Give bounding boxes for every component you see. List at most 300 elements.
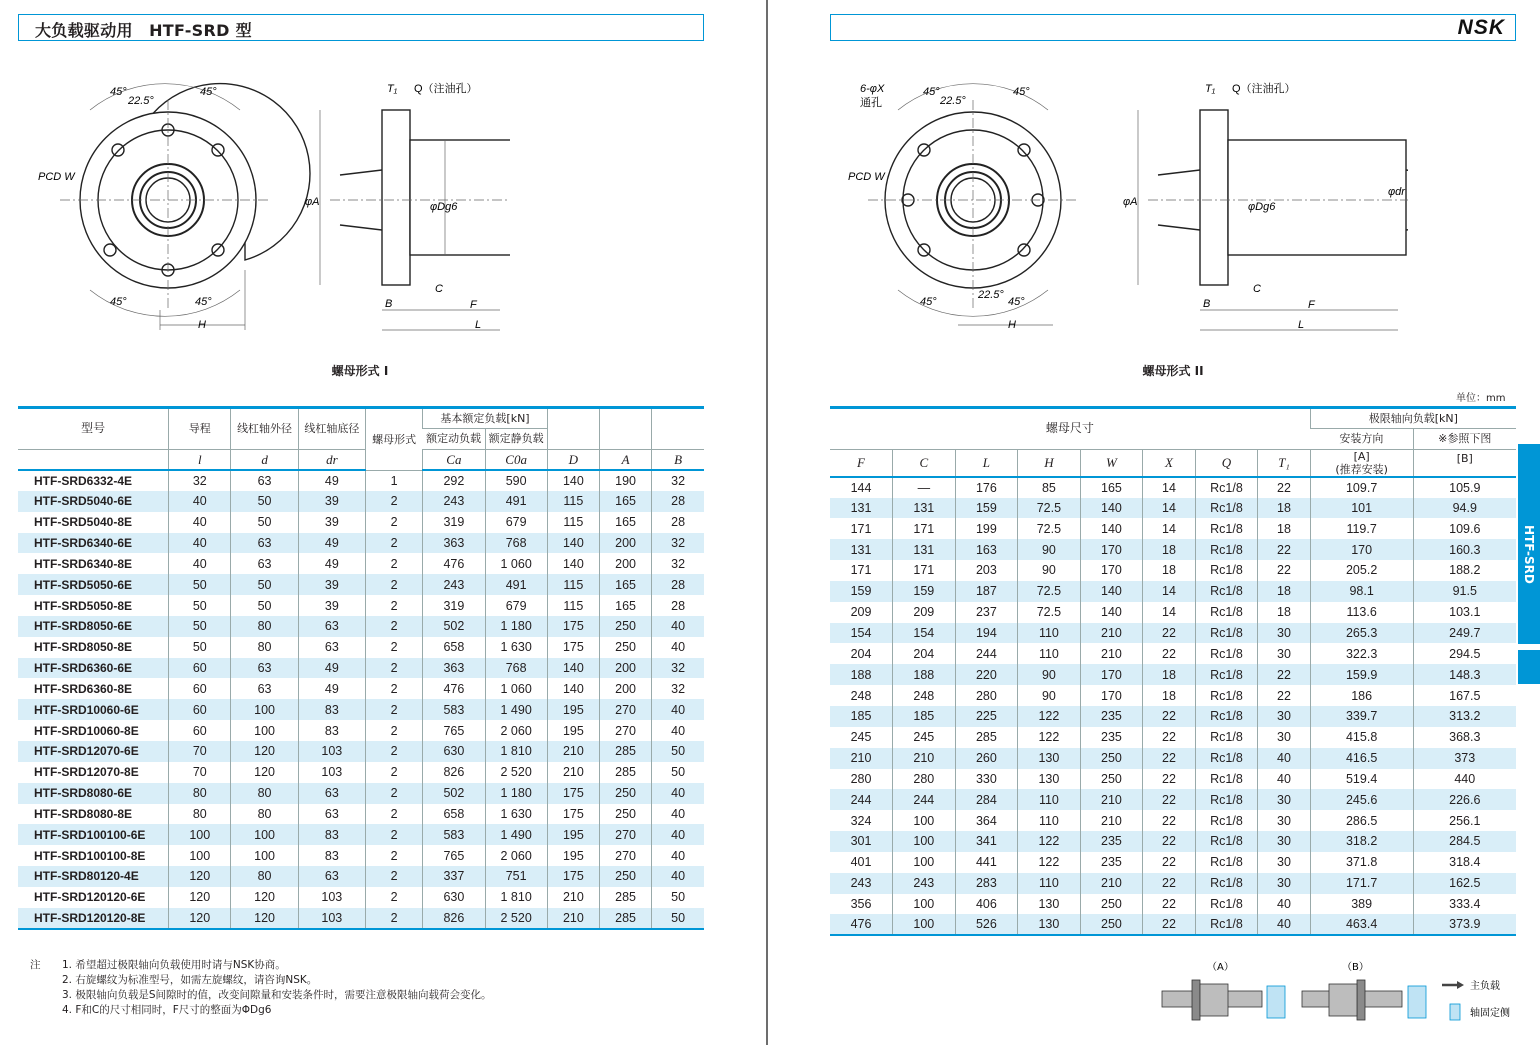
table-cell: 63 (231, 678, 298, 699)
table-cell: 265.3 (1310, 623, 1413, 644)
table-row (830, 560, 1516, 581)
table-cell: 50 (652, 887, 704, 908)
table-cell: 280 (850, 771, 872, 786)
table-cell: 175 (547, 637, 599, 658)
table-row (830, 852, 1516, 873)
table-cell: 110 (1018, 810, 1081, 831)
table-cell: 103 (298, 908, 365, 929)
table-cell: 280 (955, 685, 1018, 706)
table-cell: 243 (830, 873, 893, 894)
table-cell: 140 (1080, 518, 1143, 539)
table-cell: 80 (169, 804, 231, 825)
unit-label: 单位：mm (1456, 393, 1506, 404)
table-cell: 195 (547, 845, 599, 866)
table-cell: 826 (423, 908, 485, 929)
svg-text:轴固定侧: 轴固定侧 (1470, 1008, 1510, 1019)
table-cell: 285 (599, 762, 651, 783)
table-cell: 50 (231, 512, 298, 533)
table-cell: 63 (298, 804, 365, 825)
table-cell: 203 (955, 560, 1018, 581)
table-cell: 30 (1258, 623, 1310, 644)
table-row (18, 553, 704, 574)
table-cell: 2 060 (485, 720, 547, 741)
table-row (18, 804, 704, 825)
table-cell: 154 (893, 623, 956, 644)
mounting-direction-legend (1152, 958, 1524, 1038)
table-cell: 103.1 (1413, 602, 1516, 623)
table-cell: 109.6 (1413, 518, 1516, 539)
model-cell: HTF-SRD120120-8E (18, 908, 169, 929)
nsk-logo: NSK (1457, 16, 1505, 39)
table-cell: 415.8 (1310, 727, 1413, 748)
table-cell: 679 (485, 595, 547, 616)
table-cell: 50 (169, 616, 231, 637)
svg-text:45°: 45° (195, 296, 212, 308)
spec-table-left: 型号 导程 线杠轴外径 线杠轴底径 螺母形式 基本额定负载[kN] 额定动负载 额定静负载 l d dr Ca C0a D A B HTF-SRD6332-4E 32 63 49 1 292 590 140 190 32 HTF-SRD5040-6E 40 50 39 2 243 491 115 165 28 HTF-SRD5040-8E 40 50 39 2 319 679 115 165 28 HTF-SRD6340-6E 40 63 49 2 363 768 140 200 32 HTF-SRD6340-8E 40 63 49 2 476 1 060 140 200 32 HTF-SRD5050-6E 50 50 39 2 243 491 115 165 28 HTF-SRD5050-8E 50 50 39 2 319 679 115 165 28 HTF-SRD8050-6E 50 80 63 2 502 1 180 175 250 40 HTF-SRD8050-8E 50 80 63 2 658 1 630 175 250 40 HTF-SRD6360-6E 60 63 49 2 363 768 140 200 32 HTF-SRD6360-8E 60 63 49 2 476 1 060 140 200 32 HTF-SRD10060-6E 60 100 83 2 583 1 490 195 270 40 HTF-SRD10060-8E 60 100 83 2 765 2 060 195 270 40 HTF-SRD12070-6E 70 120 103 2 630 1 810 210 285 50 HTF-SRD12070-8E 70 120 103 2 826 2 520 210 285 50 HTF-SRD8080-6E 80 80 63 2 502 1 180 175 250 40 HTF-SRD8080-8E 80 80 63 2 658 1 630 175 250 40 HTF-SRD100100-6E 100 100 83 2 583 1 490 195 270 40 HTF-SRD100100-8E 100 100 83 2 765 2 060 195 270 40 HTF-SRD80120-4E 120 80 63 2 337 751 175 250 40 HTF-SRD120120-6E 120 120 103 2 630 1 810 210 285 50 HTF-SRD120120-8E 120 120 103 2 826 2 520 210 285 50 (18, 406, 704, 930)
table-cell: 32 (652, 553, 704, 574)
table-cell: 1 060 (485, 553, 547, 574)
table-cell: 100 (169, 845, 231, 866)
table-cell: 243 (423, 574, 485, 595)
table-cell: 90 (1018, 685, 1081, 706)
table-cell: 120 (169, 908, 231, 929)
table-cell: 18 (1258, 581, 1310, 602)
table-cell: 30 (1258, 706, 1310, 727)
svg-text:PCD W: PCD W (848, 171, 885, 183)
table-cell: 22 (1143, 914, 1195, 935)
table-cell: 416.5 (1310, 748, 1413, 769)
table-cell: 250 (599, 616, 651, 637)
table-cell: 1 630 (485, 637, 547, 658)
table-cell: 170 (1310, 539, 1413, 560)
model-cell: HTF-SRD6340-8E (34, 556, 133, 571)
table-cell: Rc1/8 (1195, 873, 1258, 894)
table-cell: 80 (231, 866, 298, 887)
model-cell: HTF-SRD6360-6E (18, 658, 169, 679)
table-cell: 292 (423, 470, 485, 491)
table-cell: 103 (298, 887, 365, 908)
table-cell: 22 (1258, 685, 1310, 706)
table-cell: Rc1/8 (1195, 518, 1258, 539)
table-cell: 80 (231, 637, 298, 658)
col-dyn: 额定动负载 (423, 428, 485, 449)
table-cell: 237 (955, 602, 1018, 623)
table-cell: 318.4 (1413, 852, 1516, 873)
table-cell: 18 (1143, 560, 1195, 581)
table-cell: 190 (599, 470, 651, 491)
table-cell: 120 (231, 762, 298, 783)
table-cell: Rc1/8 (1195, 664, 1258, 685)
table-cell: 2 (365, 658, 422, 679)
table-row (18, 533, 704, 554)
table-cell: 22 (1143, 623, 1195, 644)
drawing-caption-left: 螺母形式 I (331, 364, 389, 378)
table-cell: Rc1/8 (1195, 748, 1258, 769)
table-cell: 2 (365, 887, 422, 908)
svg-text:6-φX: 6-φX (860, 83, 885, 95)
table-cell: 2 (365, 804, 422, 825)
table-cell: 39 (298, 491, 365, 512)
model-cell: HTF-SRD5050-8E (34, 598, 133, 613)
table-cell: 22 (1258, 664, 1310, 685)
table-cell: 185 (830, 706, 893, 727)
table-cell: 284 (955, 789, 1018, 810)
table-cell: 40 (1258, 894, 1310, 915)
table-cell: 50 (652, 741, 704, 762)
table-cell: 280 (893, 769, 956, 790)
table-cell: — (893, 477, 956, 498)
table-cell: 50 (231, 574, 298, 595)
table-cell: 248 (893, 685, 956, 706)
table-cell: 356 (850, 896, 872, 911)
table-cell: 210 (1080, 810, 1143, 831)
table-cell: 103 (298, 762, 365, 783)
col-see-fig: ※参照下图 (1413, 428, 1516, 449)
table-cell: 105.9 (1413, 477, 1516, 498)
table-cell: 476 (830, 914, 893, 935)
table-cell: 333.4 (1413, 894, 1516, 915)
table-cell: 210 (893, 748, 956, 769)
table-cell: 94.9 (1413, 498, 1516, 519)
table-cell: 120 (231, 741, 298, 762)
table-cell: 491 (485, 574, 547, 595)
table-cell: 22 (1143, 831, 1195, 852)
table-row (830, 518, 1516, 539)
table-row (830, 623, 1516, 644)
table-cell: 140 (547, 678, 599, 699)
table-cell: 225 (955, 706, 1018, 727)
svg-text:45°: 45° (200, 86, 217, 98)
table-cell: 187 (955, 581, 1018, 602)
model-cell: HTF-SRD12070-6E (18, 741, 169, 762)
table-cell: Rc1/8 (1195, 602, 1258, 623)
table-cell: 170 (1080, 560, 1143, 581)
table-cell: 250 (1080, 769, 1143, 790)
table-cell: 14 (1143, 581, 1195, 602)
table-cell: 18 (1258, 602, 1310, 623)
table-cell: 70 (169, 741, 231, 762)
table-cell: 590 (485, 470, 547, 491)
table-cell: 90 (1018, 539, 1081, 560)
table-cell: Rc1/8 (1195, 498, 1258, 519)
table-cell: 140 (547, 553, 599, 574)
table-cell: 339.7 (1310, 706, 1413, 727)
table-cell: 2 (365, 720, 422, 741)
table-cell: 83 (298, 699, 365, 720)
table-row (18, 637, 704, 658)
table-cell: 389 (1310, 894, 1413, 915)
table-cell: 243 (893, 873, 956, 894)
model-cell: HTF-SRD100100-6E (18, 824, 169, 845)
table-cell: 658 (423, 637, 485, 658)
table-cell: 22 (1143, 852, 1195, 873)
table-row (830, 894, 1516, 915)
table-cell: 765 (423, 720, 485, 741)
table-cell: Rc1/8 (1195, 769, 1258, 790)
table-cell: 194 (955, 623, 1018, 644)
table-cell: 210 (1080, 873, 1143, 894)
table-cell: Rc1/8 (1195, 727, 1258, 748)
svg-text:Q（注油孔）: Q（注油孔） (1232, 83, 1296, 95)
table-cell: 765 (423, 845, 485, 866)
table-cell: 63 (231, 470, 298, 491)
table-row (18, 866, 704, 887)
table-cell: 122 (1018, 727, 1081, 748)
table-cell: 171.7 (1310, 873, 1413, 894)
table-cell: 2 (365, 595, 422, 616)
table-cell: 49 (298, 533, 365, 554)
table-cell: 100 (893, 914, 956, 935)
table-cell: 40 (652, 720, 704, 741)
table-cell: 110 (1018, 789, 1081, 810)
table-cell: 63 (231, 533, 298, 554)
table-cell: 100 (893, 894, 956, 915)
table-cell: 235 (1080, 831, 1143, 852)
table-cell: 40 (1258, 748, 1310, 769)
table-cell: 1 490 (485, 699, 547, 720)
table-cell: 22 (1143, 748, 1195, 769)
table-cell: 120 (169, 887, 231, 908)
model-cell: HTF-SRD8080-8E (34, 806, 133, 821)
table-cell: 30 (1258, 643, 1310, 664)
table-cell: 40 (169, 533, 231, 554)
table-cell: 28 (652, 574, 704, 595)
table-cell: 140 (1080, 581, 1143, 602)
table-cell: 175 (547, 783, 599, 804)
svg-text:45°: 45° (920, 296, 937, 308)
table-cell: 248 (850, 688, 872, 703)
table-cell: 826 (423, 762, 485, 783)
table-cell: 1 (365, 470, 422, 491)
table-cell: 401 (850, 855, 872, 870)
table-cell: 322.3 (1310, 643, 1413, 664)
spec-table-right: 螺母尺寸 极限轴向负载[kN] 安装方向 ※参照下图 F C L H W X Q T₁ [A] (推荐安装) [B] 144 — 176 85 165 14 Rc1/8 22 109.7 105.9 131 131 159 72.5 140 14 Rc1/8 18 101 94.9 171 171 199 72.5 140 14 Rc1/8 18 119.7 109.6 131 131 163 90 170 18 Rc1/8 22 170 160.3 171 171 203 90 170 18 Rc1/8 22 205.2 188.2 159 159 187 72.5 140 14 Rc1/8 18 98.1 91.5 209 209 237 72.5 140 14 Rc1/8 18 113.6 103.1 154 154 194 110 210 22 Rc1/8 30 265.3 249.7 204 204 244 110 210 22 Rc1/8 30 322.3 294.5 188 188 220 90 170 18 Rc1/8 22 159.9 148.3 248 248 280 90 170 18 Rc1/8 22 186 167.5 185 185 225 122 235 22 Rc1/8 30 339.7 313.2 245 245 285 122 235 22 Rc1/8 30 415.8 368.3 210 210 260 130 250 22 Rc1/8 40 416.5 373 280 280 330 130 250 22 Rc1/8 40 519.4 440 244 244 284 110 210 22 Rc1/8 30 245.6 226.6 324 100 364 110 210 22 Rc1/8 30 286.5 256.1 301 100 341 122 235 22 Rc1/8 30 318.2 284.5 401 100 441 122 235 22 Rc1/8 30 371.8 318.4 243 243 283 110 210 22 Rc1/8 30 171.7 162.5 356 100 406 130 250 22 Rc1/8 40 389 333.4 476 100 526 130 250 22 Rc1/8 40 463.4 373.9 (830, 406, 1516, 936)
table-cell: 165 (599, 512, 651, 533)
table-cell: 188 (893, 664, 956, 685)
table-cell: 285 (599, 887, 651, 908)
table-cell: 235 (1080, 706, 1143, 727)
table-cell: 131 (830, 539, 893, 560)
table-cell: 100 (169, 824, 231, 845)
svg-text:L: L (1298, 319, 1305, 331)
table-cell: 245 (893, 727, 956, 748)
table-cell: 120 (169, 866, 231, 887)
table-cell: 188.2 (1413, 560, 1516, 581)
table-cell: 50 (652, 762, 704, 783)
table-cell: 162.5 (1413, 873, 1516, 894)
table-cell: 110 (1018, 873, 1081, 894)
nut-drawing-form-1 (30, 70, 510, 340)
table-row (830, 769, 1516, 790)
table-cell: 2 (365, 574, 422, 595)
table-row (830, 789, 1516, 810)
table-cell: 30 (1258, 852, 1310, 873)
col-shaft-od: 线杠轴外径 (231, 408, 298, 450)
table-cell: 40 (652, 699, 704, 720)
table-cell: Rc1/8 (1195, 914, 1258, 935)
table-cell: 98.1 (1310, 581, 1413, 602)
table-cell: 260 (955, 748, 1018, 769)
model-cell: HTF-SRD80120-4E (18, 866, 169, 887)
table-cell: 2 (365, 741, 422, 762)
table-cell: 2 (365, 824, 422, 845)
table-cell: 313.2 (1413, 706, 1516, 727)
table-cell: 22 (1143, 810, 1195, 831)
table-cell: 39 (298, 512, 365, 533)
table-cell: 679 (485, 512, 547, 533)
table-cell: 658 (423, 804, 485, 825)
table-cell: 90 (1018, 560, 1081, 581)
table-cell: 250 (599, 637, 651, 658)
table-cell: 226.6 (1413, 789, 1516, 810)
table-row (18, 658, 704, 679)
model-cell: HTF-SRD6332-4E (34, 473, 133, 488)
table-cell: 159 (893, 581, 956, 602)
model-cell: HTF-SRD6360-8E (34, 681, 133, 696)
side-tab: HTF-SRD (1518, 444, 1540, 644)
table-cell: 165 (599, 595, 651, 616)
table-cell: 115 (547, 574, 599, 595)
note-4: 4. F和C的尺寸相同时，F尺寸的整面为ΦDg6 (62, 1004, 272, 1016)
table-row (830, 643, 1516, 664)
table-cell: 188 (830, 664, 893, 685)
table-cell: Rc1/8 (1195, 685, 1258, 706)
table-cell: 40 (169, 512, 231, 533)
table-row (830, 706, 1516, 727)
table-cell: 14 (1143, 498, 1195, 519)
table-row (18, 845, 704, 866)
table-cell: 167.5 (1413, 685, 1516, 706)
svg-text:B: B (1203, 298, 1211, 310)
table-cell: 22 (1258, 560, 1310, 581)
table-cell: 120 (231, 908, 298, 929)
table-cell: 245 (850, 730, 872, 745)
table-cell: 22 (1143, 643, 1195, 664)
table-cell: 50 (231, 491, 298, 512)
table-cell: 72.5 (1018, 498, 1081, 519)
svg-text:PCD W: PCD W (38, 171, 75, 183)
table-cell: Rc1/8 (1195, 477, 1258, 498)
svg-text:45°: 45° (110, 86, 127, 98)
table-cell: 210 (1080, 789, 1143, 810)
table-cell: 85 (1018, 477, 1081, 498)
table-row (18, 470, 704, 491)
table-cell: 50 (652, 908, 704, 929)
title-bar-right (830, 14, 1516, 41)
table-cell: 122 (1018, 831, 1081, 852)
table-cell: 22 (1143, 706, 1195, 727)
table-cell: 122 (1018, 852, 1081, 873)
table-cell: 83 (298, 845, 365, 866)
table-cell: 245.6 (1310, 789, 1413, 810)
svg-text:22.5°: 22.5° (128, 95, 154, 107)
table-cell: 195 (547, 699, 599, 720)
model-cell: HTF-SRD8050-6E (18, 616, 169, 637)
col-nut-dims: 螺母尺寸 (830, 408, 1310, 450)
table-cell: 630 (423, 741, 485, 762)
table-cell: 583 (423, 824, 485, 845)
table-cell: 170 (1080, 539, 1143, 560)
table-cell: Rc1/8 (1195, 581, 1258, 602)
table-cell: 80 (231, 783, 298, 804)
page-title: 大负载驱动用 HTF-SRD 型 (35, 21, 252, 40)
table-cell: 341 (955, 831, 1018, 852)
table-cell: 2 (365, 699, 422, 720)
table-row (830, 810, 1516, 831)
table-row (18, 887, 704, 908)
model-cell: HTF-SRD6340-6E (18, 533, 169, 554)
table-cell: 210 (1080, 643, 1143, 664)
table-cell: 100 (893, 810, 956, 831)
table-cell: 50 (169, 574, 231, 595)
table-cell: 175 (547, 804, 599, 825)
table-cell: Rc1/8 (1195, 706, 1258, 727)
table-cell: 22 (1143, 727, 1195, 748)
table-cell: 1 810 (485, 741, 547, 762)
svg-text:H: H (198, 319, 206, 331)
table-cell: 630 (423, 887, 485, 908)
table-cell: 2 (365, 678, 422, 699)
table-cell: 286.5 (1310, 810, 1413, 831)
table-cell: 330 (955, 769, 1018, 790)
table-cell: 40 (652, 804, 704, 825)
table-cell: 72.5 (1018, 581, 1081, 602)
table-cell: 2 (365, 637, 422, 658)
table-cell: 165 (1080, 477, 1143, 498)
svg-text:T₁: T₁ (387, 83, 398, 95)
table-cell: 30 (1258, 810, 1310, 831)
table-cell: 22 (1143, 769, 1195, 790)
table-cell: Rc1/8 (1195, 852, 1258, 873)
table-cell: 199 (955, 518, 1018, 539)
table-cell: 115 (547, 512, 599, 533)
table-cell: 100 (893, 852, 956, 873)
table-row (830, 914, 1516, 935)
table-cell: 476 (423, 553, 485, 574)
svg-text:φA: φA (1123, 196, 1138, 208)
left-page (0, 0, 766, 1045)
table-cell: 337 (423, 866, 485, 887)
table-cell: 186 (1310, 685, 1413, 706)
table-cell: 131 (830, 498, 893, 519)
table-cell: 101 (1310, 498, 1413, 519)
table-cell: 364 (955, 810, 1018, 831)
nut-drawing-form-2 (848, 70, 1408, 340)
table-cell: 140 (547, 533, 599, 554)
table-row (830, 498, 1516, 519)
table-cell: 210 (830, 748, 893, 769)
svg-text:F: F (470, 299, 477, 311)
table-cell: Rc1/8 (1195, 789, 1258, 810)
table-row (830, 602, 1516, 623)
table-cell: 209 (850, 605, 872, 620)
table-cell: Rc1/8 (1195, 894, 1258, 915)
table-cell: 250 (1080, 748, 1143, 769)
table-cell: 185 (893, 706, 956, 727)
table-cell: Rc1/8 (1195, 810, 1258, 831)
svg-text:L: L (475, 319, 482, 331)
table-cell: 39 (298, 574, 365, 595)
table-cell: 200 (599, 678, 651, 699)
svg-text:φA: φA (305, 196, 320, 208)
table-cell: 83 (298, 824, 365, 845)
table-cell: 63 (298, 866, 365, 887)
table-cell: 140 (547, 470, 599, 491)
table-cell: 100 (231, 845, 298, 866)
table-cell: 63 (298, 616, 365, 637)
model-cell: HTF-SRD120120-6E (34, 890, 146, 905)
table-cell: 319 (423, 595, 485, 616)
